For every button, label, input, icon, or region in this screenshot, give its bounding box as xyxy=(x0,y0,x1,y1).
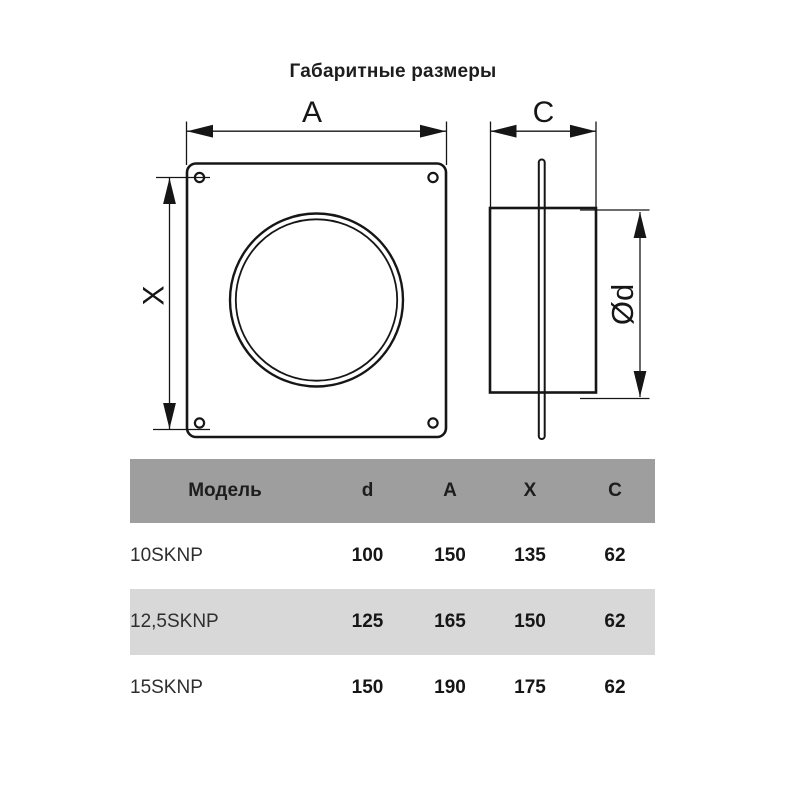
column-header-d: d xyxy=(361,480,374,501)
dimension-x-label: X xyxy=(137,285,171,306)
cell-x: 150 xyxy=(514,611,546,632)
cell-a: 165 xyxy=(434,611,466,632)
cell-d: 125 xyxy=(351,611,384,632)
cell-d: 150 xyxy=(351,677,384,698)
column-header-x: X xyxy=(523,480,537,501)
cell-x: 135 xyxy=(514,545,546,566)
column-header-a: A xyxy=(443,480,457,501)
dimension-d-arrow-bottom xyxy=(634,371,647,397)
dimension-a-label: A xyxy=(301,96,323,129)
table-header-row xyxy=(130,459,655,523)
cell-c: 62 xyxy=(604,611,626,632)
mounting-hole-top-right xyxy=(428,173,437,182)
dimensions-table xyxy=(130,459,655,721)
cell-model: 12,5SKNP xyxy=(130,611,219,632)
side-view xyxy=(490,96,650,439)
mounting-hole-bottom-left xyxy=(195,418,204,427)
table-row xyxy=(130,589,655,655)
dimension-c-label: C xyxy=(532,96,555,129)
front-view xyxy=(138,96,447,437)
dimension-d-label: Ød xyxy=(605,283,640,326)
dimension-a-arrow-right xyxy=(420,125,446,138)
dimensions-table-wrap xyxy=(130,459,655,721)
dimension-d-arrow-top xyxy=(634,212,647,238)
dimension-a-arrow-left xyxy=(187,125,213,138)
cell-a: 150 xyxy=(434,545,466,566)
cell-x: 175 xyxy=(514,677,546,698)
page-title: Габаритные размеры xyxy=(289,61,497,82)
column-header-model: Модель xyxy=(188,480,262,501)
table-row xyxy=(130,523,655,589)
plate-outline xyxy=(187,164,446,438)
column-header-c: C xyxy=(608,480,622,501)
cell-model: 10SKNP xyxy=(130,545,203,566)
duct-body xyxy=(490,208,596,393)
cell-a: 190 xyxy=(434,677,466,698)
cell-c: 62 xyxy=(604,677,626,698)
dimension-c-arrow-left xyxy=(491,125,517,138)
dimension-c-arrow-right xyxy=(570,125,596,138)
table-row xyxy=(130,655,655,721)
cell-model: 15SKNP xyxy=(130,677,203,698)
dimension-x-arrow-top xyxy=(163,178,176,204)
cell-c: 62 xyxy=(604,545,626,566)
mounting-hole-bottom-right xyxy=(428,418,437,427)
cell-d: 100 xyxy=(351,545,384,566)
dimension-x-arrow-bottom xyxy=(163,403,176,429)
